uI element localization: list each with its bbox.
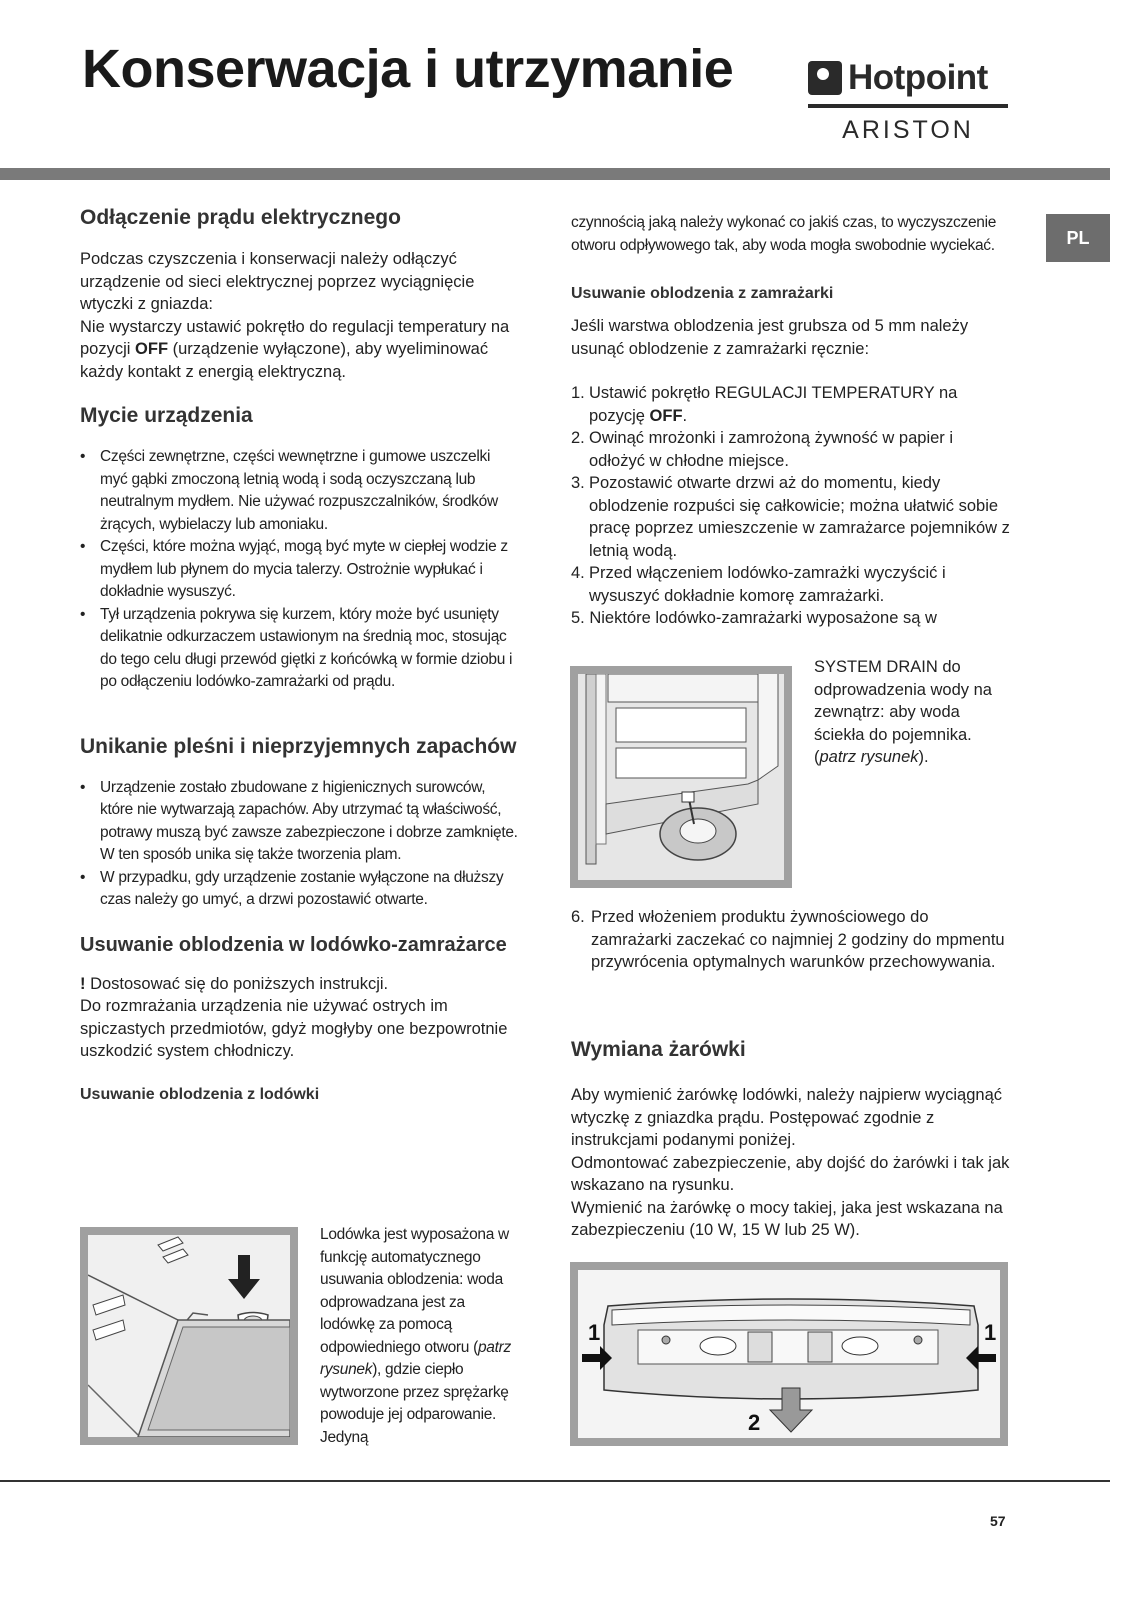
washing-list	[80, 446, 520, 694]
left-column	[80, 206, 520, 1104]
section-heading-defrost: Usuwanie oblodzenia w lodówko-zamrażarce	[80, 933, 507, 956]
language-tab: PL	[1046, 214, 1110, 262]
list-item: • Części zewnętrzne, części wewnętrzne i gumowe uszczelki myć gąbki zmoczoną letnią wodą i sodą oczyszczaną lub neutralnym mydłem. Nie używać rozpuszczalników, środków żrących, wybielaczy lub amoniaku.	[80, 446, 520, 536]
brand-mark-icon	[808, 61, 842, 95]
list-item: 6. Przed włożeniem produktu żywnościowego do zamrażarki zaczekać co najmniej 2 godziny do mpmentu przywrócenia optymalnych warunków przechowywania.	[571, 908, 1005, 971]
list-item: • Urządzenie zostało zbudowane z higienicznych surowców, które nie wytwarzają zapachów. Aby utrzymać tą właściwość, potrawy muszą być zawsze zabezpieczone i dobrze zamknięte. W ten sposób unika się także tworzenia plam.	[80, 777, 520, 867]
bulb-paragraph-1: Aby wymienić żarówkę lodówki, należy najpierw wyciągnąć wtyczkę z gniazdka prądu. Postępować zgodnie z instrukcjami podanymi poniżej.	[571, 1086, 1003, 1149]
freezer-steps	[571, 382, 1011, 607]
fridge-interior-illustration	[88, 1235, 290, 1437]
bulb-paragraph-2: Odmontować zabezpieczenie, aby dojść do żarówki i tak jak wskazano na rysunku.	[571, 1153, 1010, 1194]
section-heading-bulb: Wymiana żarówki	[571, 1038, 746, 1061]
right-column	[571, 212, 1011, 630]
figure-label-2: 2	[748, 1410, 761, 1435]
list-item: • Części, które można wyjąć, mogą być myte w ciepłej wodzie z mydłem lub płynem do mycia talerzy. Ostrożnie wypłukać i dokładnie wysuszyć.	[80, 536, 520, 604]
brand-logo	[808, 60, 1008, 150]
footer-divider	[0, 1480, 1110, 1482]
list-item: 4. Przed włączeniem lodówko-zamrażki wyczyścić i wysuszyć dokładnie komorę zamrażarki.	[571, 564, 946, 605]
freezer-drain-figure	[570, 666, 792, 888]
figure-label-1-right: 1	[984, 1320, 997, 1345]
brand-rule	[808, 104, 1008, 108]
freezer-defrost-subheading: Usuwanie oblodzenia z zamrażarki	[571, 285, 834, 302]
system-drain-illustration	[578, 674, 784, 880]
fridge-defrost-subheading: Usuwanie oblodzenia z lodówki	[80, 1085, 320, 1103]
brand-subname: ARISTON	[842, 116, 974, 144]
bulb-paragraph-3: Wymienić na żarówkę o mocy takiej, jaka jest wskazana na zabezpieczeniu (10 W, 15 W lub 25 W).	[571, 1198, 1003, 1239]
header-divider	[0, 168, 1110, 180]
freezer-step-5-continued: SYSTEM DRAIN do odprowadzenia wody na zewnątrz: aby woda ściekła do pojemnika. (patrz rysunek).	[814, 658, 992, 766]
page-title: Konserwacja i utrzymanie	[82, 39, 734, 99]
section-heading-mould: Unikanie pleśni i nieprzyjemnych zapachów	[80, 734, 517, 758]
freezer-step-6	[571, 906, 1011, 974]
brand-name: Hotpoint	[848, 58, 988, 97]
fridge-defrost-text: Lodówka jest wyposażona w funkcję automatycznego usuwania oblodzenia: woda odprowadzana jest za lodówkę za pomocą odpowiedniego otworu (patrz rysunek), gdzie ciepło wytworzone przez sprężarkę powoduje jej odparowanie. Jedyną	[320, 1226, 511, 1446]
lamp-cover-illustration	[578, 1270, 1000, 1438]
list-item: 2. Owinąć mrożonki i zamrożoną żywność w papier i odłożyć w chłodne miejsce.	[571, 429, 954, 470]
defrost-paragraph: Do rozmrażania urządzenia nie używać ostrych im spiczastych przedmiotów, gdyż mogłyby one bezpowrotnie uszkodzić system chłodniczy.	[80, 997, 508, 1060]
list-item: 3. Pozostawić otwarte drzwi aż do momentu, kiedy oblodzenie rozpuści się całkowicie; można ułatwić sobie pracę poprzez umieszczenie w zamrażarce pojemników z letnią wodą.	[571, 474, 1010, 560]
section-heading-washing: Mycie urządzenia	[80, 404, 253, 427]
figure-label-1-left: 1	[588, 1320, 601, 1345]
list-item: 1. Ustawić pokrętło REGULACJI TEMPERATURY na pozycję OFF.	[571, 384, 958, 425]
bulb-section	[571, 1038, 1011, 1242]
power-paragraph-1: Podczas czyszczenia i konserwacji należy odłączyć urządzenie od sieci elektrycznej poprzez wyciągnięcie wtyczki z gniazda:	[80, 250, 475, 313]
defrost-warning: ! Dostosować się do poniższych instrukcji.	[80, 974, 389, 993]
fridge-drain-figure	[80, 1227, 298, 1445]
freezer-intro: Jeśli warstwa oblodzenia jest grubsza od 5 mm należy usunąć oblodzenie z zamrażarki ręcznie:	[571, 317, 969, 358]
page-number: 57	[990, 1513, 1006, 1529]
list-item: • W przypadku, gdy urządzenie zostanie wyłączone na dłuższy czas należy go umyć, a drzwi pozostawić otwarte.	[80, 867, 520, 912]
continuation-paragraph: czynnością jaką należy wykonać co jakiś czas, to wyczyszczenie otworu odpływowego tak, aby woda mogła swobodnie wyciekać.	[571, 214, 997, 254]
power-paragraph-2: Nie wystarczy ustawić pokrętło do regulacji temperatury na pozycji OFF (urządzenie wyłączone), aby wyeliminować każdy kontakt z energią elektryczną.	[80, 317, 510, 381]
mould-list	[80, 777, 520, 912]
list-item: • Tył urządzenia pokrywa się kurzem, który może być usunięty delikatnie odkurzaczem ustawionym na średnią moc, stosując do tego celu długi przewód giętki z końcówką w formie dziobu i po odłączeniu lodówko-zamrażarki od prądu.	[80, 604, 520, 694]
freezer-step-5: 5. Niektóre lodówko-zamrażarki wyposażone są w	[571, 609, 937, 627]
warning-icon: !	[80, 974, 86, 993]
bulb-cover-figure	[570, 1262, 1008, 1446]
section-heading-power: Odłączenie prądu elektrycznego	[80, 206, 401, 229]
